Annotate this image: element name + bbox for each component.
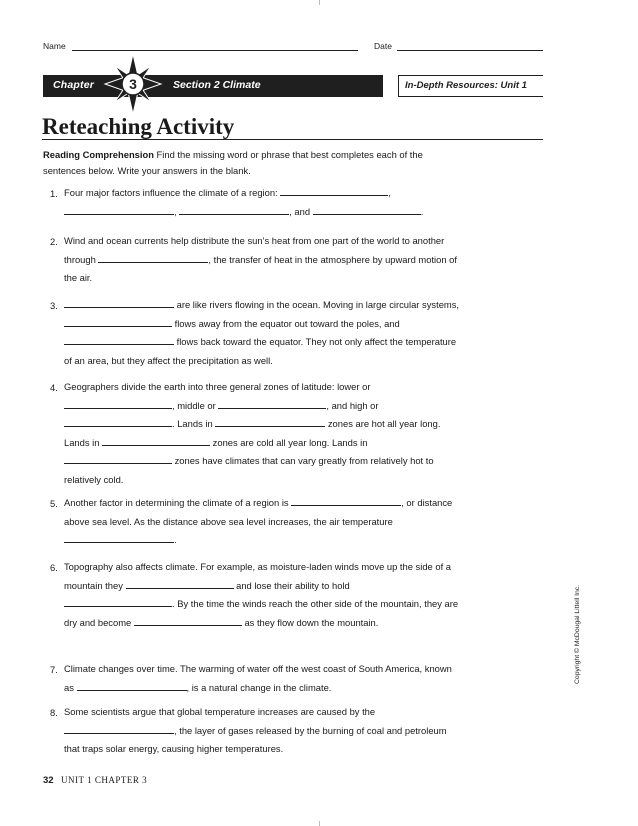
resource-box <box>398 75 543 97</box>
question-4: Geographers divide the earth into three general zones of latitude: lower or , middle or , and high or . Lands in zones are hot all year long. Lands in zones are cold all year long. Lands in zones have climates that can vary greatly from relatively hot to relatively cold. <box>64 381 441 485</box>
answer-blank[interactable] <box>98 253 208 263</box>
answer-blank[interactable] <box>64 317 172 327</box>
answer-blank[interactable] <box>64 454 172 464</box>
question-5: Another factor in determining the climate of a region is , or distance above sea level. As the distance above sea level increases, the air temperature . <box>64 497 453 546</box>
date-label: Date <box>374 41 392 51</box>
name-label: Name <box>43 41 66 51</box>
answer-blank[interactable] <box>280 186 388 196</box>
copyright-notice: Copyright © McDougal Littell Inc. <box>574 584 581 684</box>
item-number: 6. <box>50 562 58 573</box>
compass-star-icon <box>103 54 163 114</box>
answer-blank[interactable] <box>64 205 174 215</box>
question-3: are like rivers flowing in the ocean. Moving in large circular systems, flows away from the equator out toward the poles, and flows back toward the equator. They not only affect the temperature of an area, but they affect the precipitation as well. <box>64 299 460 366</box>
answer-blank[interactable] <box>64 298 174 308</box>
resource-label: In-Depth Resources: Unit 1 <box>405 80 527 91</box>
item-number: 4. <box>50 382 58 393</box>
answer-blank[interactable] <box>64 533 174 543</box>
answer-blank[interactable] <box>126 579 234 589</box>
question-7: Climate changes over time. The warming of water off the west coast of South America, known as , is a natural change in the climate. <box>64 663 452 693</box>
question-2: Wind and ocean currents help distribute the sun’s heat from one part of the world to another through , the transfer of heat in the atmosphere by upward motion of the air. <box>64 235 457 284</box>
date-field[interactable] <box>397 50 543 51</box>
chapter-bar <box>43 75 383 97</box>
answer-blank[interactable] <box>64 335 174 345</box>
answer-blank[interactable] <box>64 399 172 409</box>
chapter-banner <box>43 75 543 97</box>
crop-mark <box>319 821 320 826</box>
title-rule <box>42 139 543 140</box>
answer-blank[interactable] <box>64 417 172 427</box>
answer-blank[interactable] <box>291 496 401 506</box>
item-number: 2. <box>50 236 58 247</box>
answer-blank[interactable] <box>64 597 172 607</box>
page-number: 32 <box>43 775 54 786</box>
answer-blank[interactable] <box>102 436 210 446</box>
chapter-label: Chapter <box>53 79 95 91</box>
instructions-heading: Reading Comprehension <box>43 149 154 160</box>
instructions-text: Find the missing word or phrase that best completes each of the sentences below. Write your answers in the blank. <box>43 149 423 176</box>
answer-blank[interactable] <box>64 724 174 734</box>
item-number: 3. <box>50 300 58 311</box>
instructions <box>43 147 453 179</box>
answer-blank[interactable] <box>77 681 187 691</box>
item-number: 8. <box>50 707 58 718</box>
answer-blank[interactable] <box>134 616 242 626</box>
item-number: 7. <box>50 664 58 675</box>
answer-blank[interactable] <box>218 399 326 409</box>
footer-unit-chapter: UNIT 1 CHAPTER 3 <box>61 775 148 785</box>
item-number: 1. <box>50 188 58 199</box>
answer-blank[interactable] <box>215 417 325 427</box>
question-8: Some scientists argue that global temperature increases are caused by the , the layer of gases released by the burning of coal and petroleum that traps solar energy, causing higher temperatures. <box>64 706 447 755</box>
answer-blank[interactable] <box>313 205 421 215</box>
chapter-number: 3 <box>129 76 137 92</box>
page-title: Reteaching Activity <box>42 114 235 139</box>
answer-blank[interactable] <box>179 205 289 215</box>
section-label: Section 2 Climate <box>173 79 261 91</box>
crop-mark <box>319 0 320 5</box>
question-6: Topography also affects climate. For example, as moisture-laden winds move up the side of a mountain they and lose their ability to hold . By the time the winds reach the other side of the mountain, they are dry and become as they flow down the mountain. <box>64 561 459 628</box>
name-field[interactable] <box>72 50 358 51</box>
item-number: 5. <box>50 498 58 509</box>
question-1: Four major factors influence the climate of a region: , , , and . <box>64 187 424 217</box>
